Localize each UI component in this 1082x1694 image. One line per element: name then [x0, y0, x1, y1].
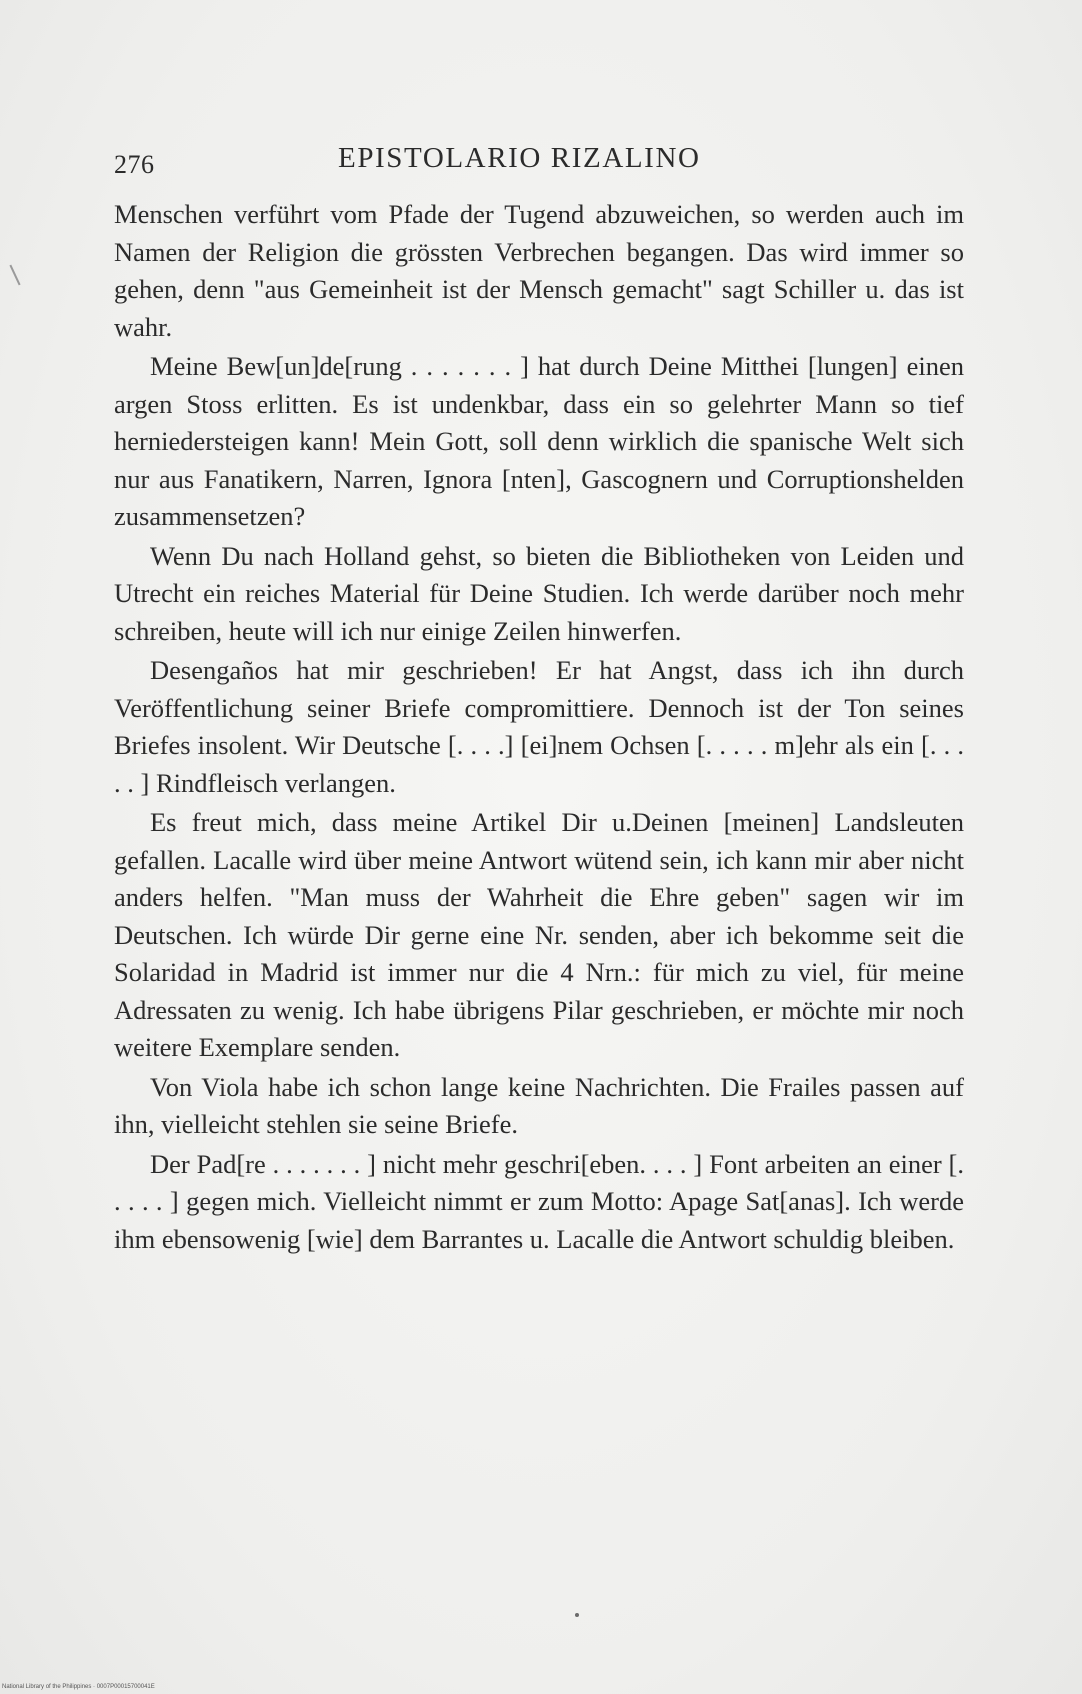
ink-dot: [575, 1613, 579, 1617]
paragraph-3: Wenn Du nach Holland gehst, so bieten die Bibliotheken von Leiden und Utrecht ein reiches Material für Deine Studien. Ich werde darüber noch mehr schreiben, heute will ich nur einige Zeilen hinwerfen.: [114, 540, 964, 646]
body-text: [114, 196, 964, 1260]
paragraph-4: Desengaños hat mir geschrieben! Er hat Angst, dass ich ihn durch Veröffentlichung seiner Briefe compromittiere. Dennoch ist der Ton seines Briefes insolent. Wir Deutsche [. . . .] [ei]nem Ochsen [. . . . . m]ehr als ein [. . . . . ] Rindfleisch verlangen.: [114, 655, 964, 798]
paragraph-2: Meine Bew[un]de[rung . . . . . . . ] hat durch Deine Mitthei [lungen] einen argen Stoss erlitten. Es ist undenkbar, dass ein so gelehrter Mann so tief herniedersteigen kann! Mein Gott, soll denn wirklich die spanische Welt sich nur aus Fanatikern, Narren, Ignora [nten], Gascognern und Corruptionshelden zusammensetzen?: [114, 351, 964, 531]
paragraph-5: Es freut mich, dass meine Artikel Dir u.Deinen [meinen] Landsleuten gefallen. Lacalle wird über meine Antwort wütend sein, ich kann mir aber nicht anders helfen. "Man muss der Wahrheit die Ehre geben" sagen wir im Deutschen. Ich würde Dir gerne eine Nr. senden, aber ich bekomme seit die Solaridad in Madrid ist immer nur die 4 Nrn.: für mich zu viel, für meine Adressaten zu wenig. Ich habe übrigens Pilar geschrieben, er möchte mir noch weitere Exemplare senden.: [114, 807, 964, 1062]
paragraph-7: Der Pad[re . . . . . . . ] nicht mehr geschri[eben. . . . ] Font arbeiten an einer [. . . . . ] gegen mich. Vielleicht nimmt er zum Motto: Apage Sat[anas]. Ich werde ihm ebensowenig [wie] dem Barrantes u. Lacalle die Antwort schuldig bleiben.: [114, 1148, 964, 1254]
running-title: EPISTOLARIO RIZALINO: [338, 142, 701, 174]
margin-mark: [9, 265, 20, 286]
page-number: 276: [114, 150, 155, 179]
scan-credit: National Library of the Philippines · 0007P00015700041E: [2, 1684, 155, 1690]
paragraph-6: Von Viola habe ich schon lange keine Nachrichten. Die Frailes passen auf ihn, vielleicht stehlen sie seine Briefe.: [114, 1071, 964, 1139]
paragraph-1: Menschen verführt vom Pfade der Tugend abzuweichen, so werden auch im Namen der Religion die grössten Verbrechen begangen. Das wird immer so gehen, denn "aus Gemeinheit ist der Mensch gemacht" sagt Schiller u. das ist wahr.: [114, 199, 964, 342]
page-header: [114, 142, 964, 182]
